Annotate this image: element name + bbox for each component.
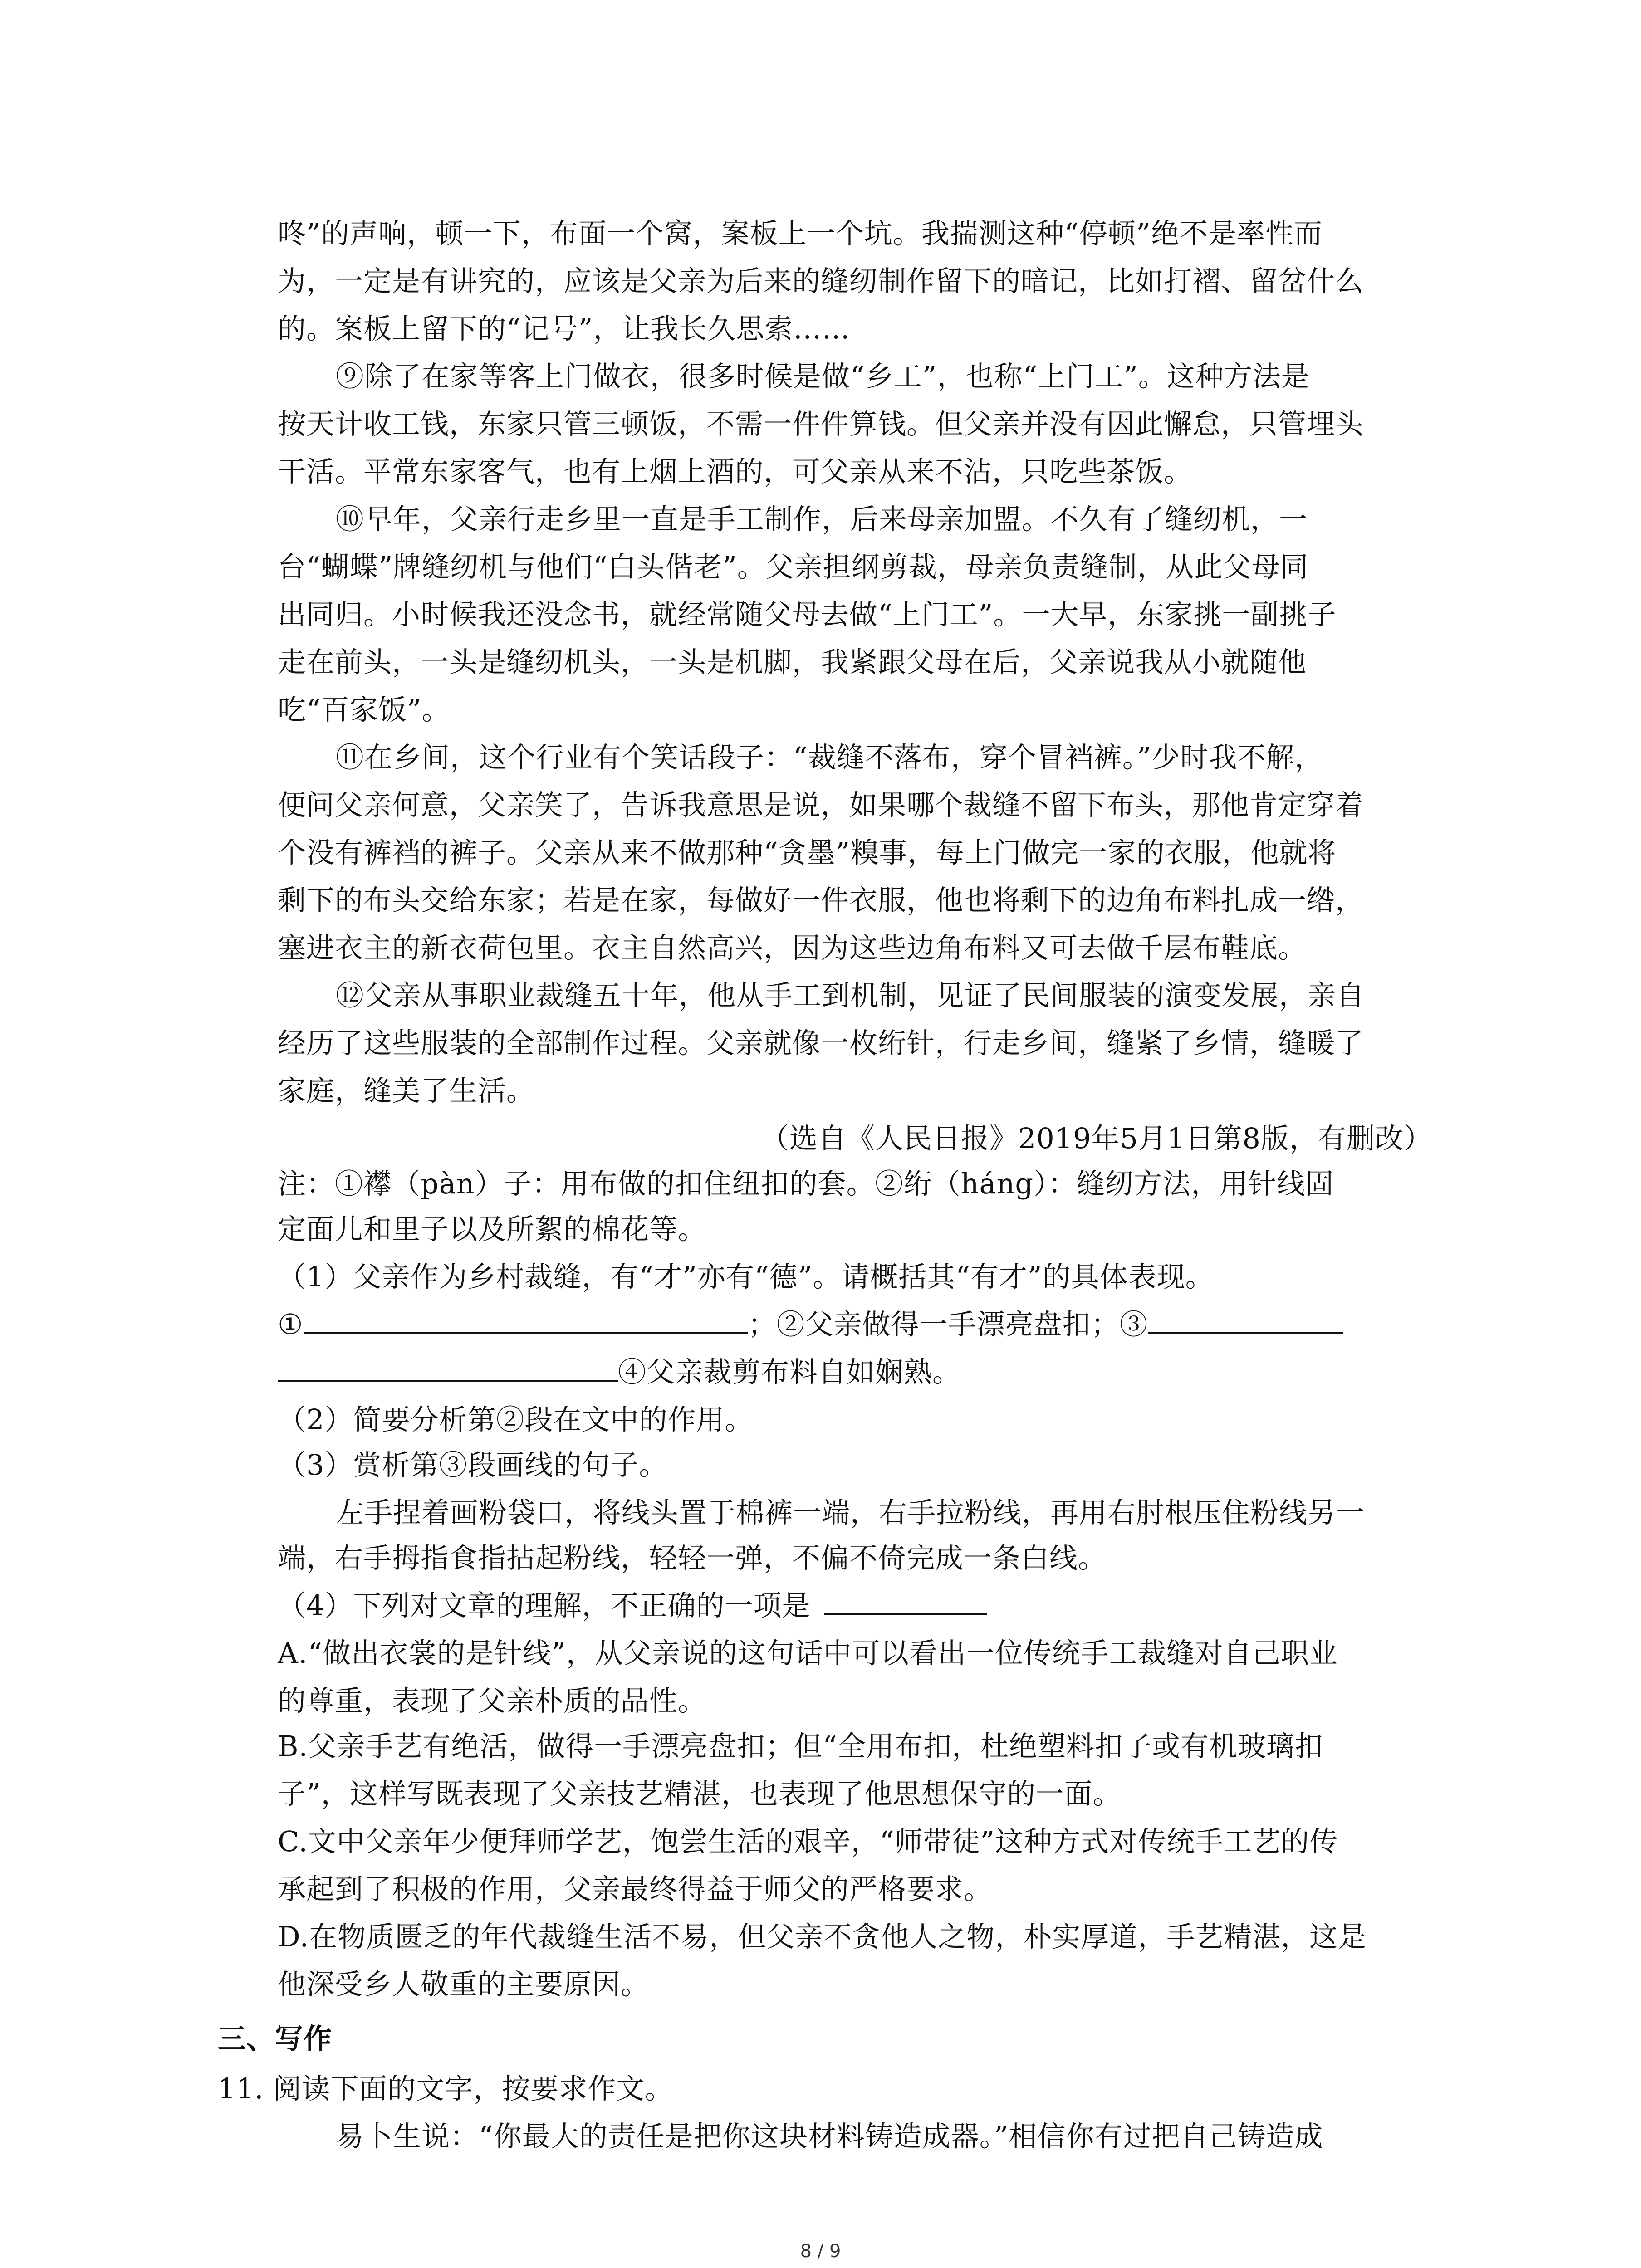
answer-blank[interactable] — [1148, 1305, 1343, 1334]
quoted-sentence: 左手捏着画粉袋口，将线头置于棉裤一端，右手拉粉线，再用右肘根压住粉线另一 — [336, 1496, 1365, 1529]
paragraph-9: ⑨除了在家等客上门做衣，很多时候是做“乡工”，也称“上门工”。这种方法是 — [336, 360, 1310, 393]
question-4 — [278, 1583, 987, 1628]
answer-blank[interactable] — [278, 1353, 618, 1382]
fill-text: ④父亲裁剪布料自如娴熟。 — [618, 1355, 961, 1388]
option-a: 的尊重，表现了父亲朴质的品性。 — [278, 1684, 707, 1717]
section-heading: 三、写作 — [218, 2022, 333, 2055]
fill-text: ；②父亲做得一手漂亮盘扣；③ — [748, 1308, 1148, 1341]
question-2: （2）简要分析第②段在文中的作用。 — [278, 1403, 754, 1436]
answer-blank[interactable] — [824, 1586, 987, 1615]
option-c: 承起到了积极的作用，父亲最终得益于师父的严格要求。 — [278, 1872, 993, 1906]
text-line: 干活。平常东家客气，也有上烟上酒的，可父亲从来不沾，只吃些茶饭。 — [278, 455, 1193, 488]
question-3: （3）赏析第③段画线的句子。 — [278, 1448, 668, 1481]
answer-line-2 — [278, 1349, 961, 1395]
fill-label: ① — [278, 1308, 304, 1341]
text-line: 剩下的布头交给东家；若是在家，每做好一件衣服，他也将剩下的边角布料扎成一绺， — [278, 884, 1364, 917]
prompt-text: 易卜生说：“你最大的责任是把你这块材料铸造成器。”相信你有过把自己铸造成 — [336, 2120, 1323, 2153]
text-line: 吃“百家饭”。 — [278, 693, 451, 726]
footnote: 注：①襻（pàn）子：用布做的扣住纽扣的套。②绗（háng）：缝纫方法，用针线固 — [278, 1167, 1334, 1200]
option-c: C.文中父亲年少便拜师学艺，饱尝生活的艰辛，“师带徒”这种方式对传统手工艺的传 — [278, 1825, 1338, 1858]
text-line: 的。案板上留下的“记号”，让我长久思索…… — [278, 312, 851, 345]
question-4-prompt: （4）下列对文章的理解，不正确的一项是 — [278, 1589, 811, 1622]
footnote: 定面儿和里子以及所絮的棉花等。 — [278, 1212, 707, 1246]
text-line: 为，一定是有讲究的，应该是父亲为后来的缝纫制作留下的暗记，比如打褶、留岔什么 — [278, 264, 1364, 298]
source-citation: （选自《人民日报》2019年5月1日第8版，有删改） — [760, 1122, 1432, 1155]
paragraph-11: ⑪在乡间，这个行业有个笑话段子：“裁缝不落布，穿个冒裆裤。”少时我不解， — [336, 741, 1323, 774]
text-line: 按天计收工钱，东家只管三顿饭，不需一件件算钱。但父亲并没有因此懈怠，只管埋头 — [278, 407, 1364, 440]
answer-blank[interactable] — [304, 1305, 748, 1334]
text-line: 经历了这些服装的全部制作过程。父亲就像一枚绗针，行走乡间，缝紧了乡情，缝暖了 — [278, 1026, 1364, 1060]
option-a: A.“做出衣裳的是针线”，从父亲说的这句话中可以看出一位传统手工裁缝对自己职业 — [278, 1637, 1338, 1670]
text-line: 走在前头，一头是缝纫机头，一头是机脚，我紧跟父母在后，父亲说我从小就随他 — [278, 645, 1307, 679]
option-b: B.父亲手艺有绝活，做得一手漂亮盘扣；但“全用布扣，杜绝塑料扣子或有机玻璃扣 — [278, 1730, 1323, 1763]
option-d: 他深受乡人敬重的主要原因。 — [278, 1968, 650, 2001]
paragraph-12: ⑫父亲从事职业裁缝五十年，他从手工到机制，见证了民间服装的演变发展，亲自 — [336, 979, 1365, 1012]
text-line: 塞进衣主的新衣荷包里。衣主自然高兴，因为这些边角布料又可去做千层布鞋底。 — [278, 931, 1307, 964]
question-1: （1）父亲作为乡村裁缝，有“才”亦有“德”。请概括其“有才”的具体表现。 — [278, 1260, 1214, 1293]
option-d: D.在物质匮乏的年代裁缝生活不易，但父亲不贪他人之物，朴实厚道，手艺精湛，这是 — [278, 1920, 1367, 1953]
paragraph-10: ⑩早年，父亲行走乡里一直是手工制作，后来母亲加盟。不久有了缝纫机，一 — [336, 503, 1308, 536]
text-line: 出同归。小时候我还没念书，就经常随父母去做“上门工”。一大早，东家挑一副挑子 — [278, 598, 1337, 631]
text-line: 咚”的声响，顿一下，布面一个窝，案板上一个坑。我揣测这种“停顿”绝不是率性而 — [278, 217, 1323, 250]
text-line: 家庭，缝美了生活。 — [278, 1074, 535, 1107]
page-number: 8 / 9 — [800, 2241, 841, 2262]
text-line: 台“蝴蝶”牌缝纫机与他们“白头偕老”。父亲担纲剪裁，母亲负责缝制，从此父母同 — [278, 550, 1309, 583]
text-line: 个没有裤裆的裤子。父亲从来不做那种“贪墨”糗事，每上门做完一家的衣服，他就将 — [278, 836, 1337, 869]
quoted-sentence: 端，右手拇指食指拈起粉线，轻轻一弹，不偏不倚完成一条白线。 — [278, 1541, 1107, 1574]
answer-line-1 — [278, 1302, 1343, 1347]
option-b: 子”，这样写既表现了父亲技艺精湛，也表现了他思想保守的一面。 — [278, 1777, 1122, 1810]
question-11: 11. 阅读下面的文字，按要求作文。 — [218, 2072, 674, 2105]
text-line: 便问父亲何意，父亲笑了，告诉我意思是说，如果哪个裁缝不留下布头，那他肯定穿着 — [278, 788, 1364, 821]
